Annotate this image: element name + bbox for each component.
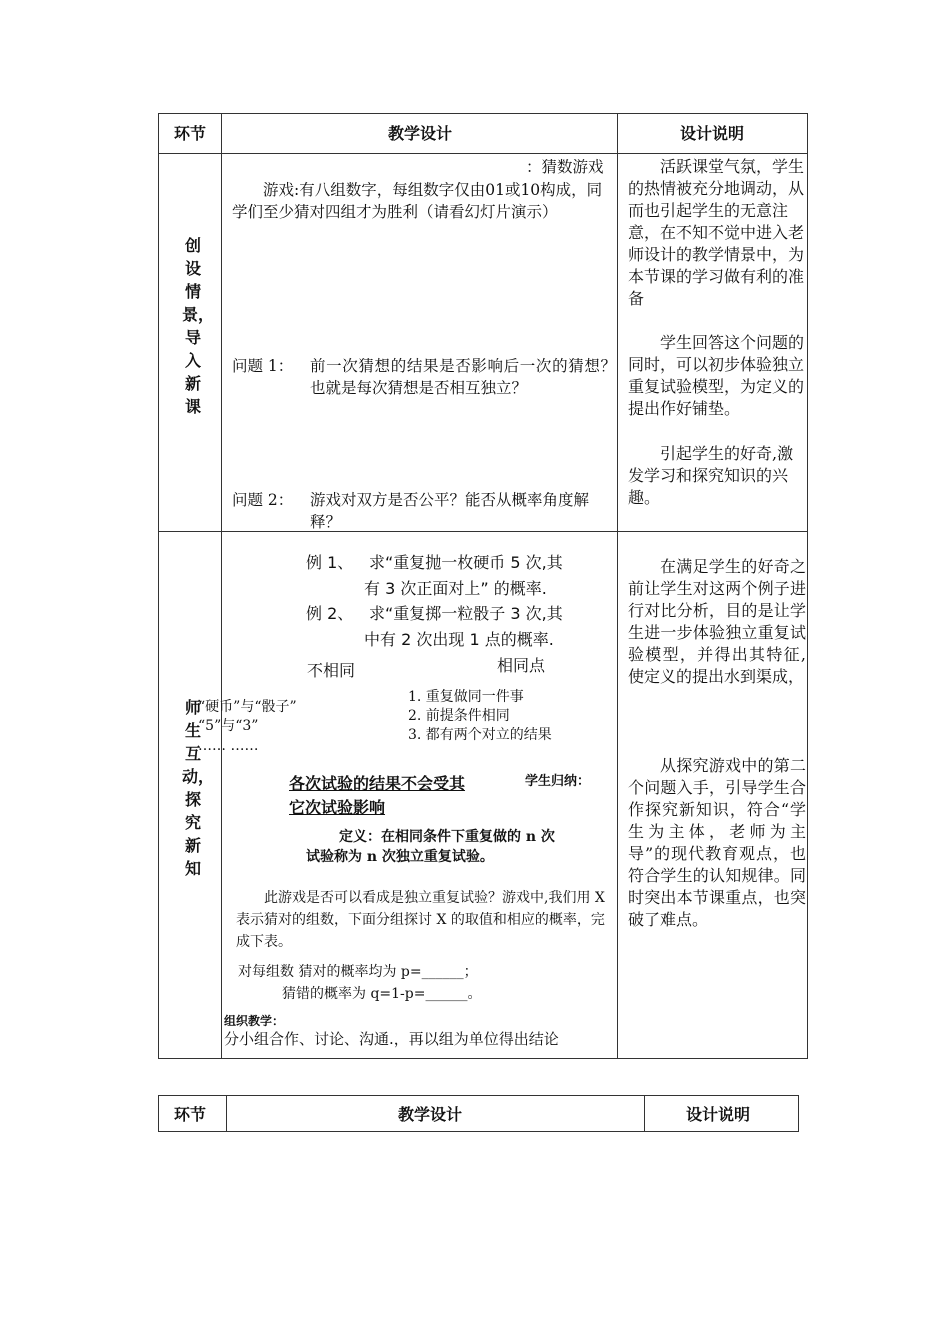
similarity-item-3: 3. 都有两个对立的结果 — [408, 727, 552, 743]
stage-label-intro: 创设情景，导入新课 — [182, 236, 215, 416]
table-1-col-divider-1 — [221, 113, 222, 1059]
example-2-line-2: 中有 2 次出现 1 点的概率. — [364, 630, 554, 649]
table-2-header-notes: 设计说明 — [686, 1105, 751, 1124]
notes-intro-3: 引起学生的好奇,激发学习和探究知识的兴趣。 — [628, 444, 794, 507]
table-2-header-design: 教学设计 — [398, 1105, 463, 1124]
similarity-item-1: 1. 重复做同一件事 — [408, 689, 524, 705]
definition-line-1: 定义：在相同条件下重复做的 n 次 — [339, 829, 555, 845]
example-2-line-1: 求“重复掷一粒骰子 3 次,其 — [369, 604, 563, 623]
probability-p: 对每组数 猜对的概率均为 p=______； — [238, 964, 478, 980]
differences-title: 不相同 — [307, 661, 356, 680]
table-2-header-stage: 环节 — [174, 1105, 207, 1124]
table-2-col-divider-2 — [644, 1095, 645, 1132]
stage-label-explore: 师生互动，探究新知 — [182, 698, 215, 878]
difference-item-3: …… …… — [198, 738, 259, 754]
question-1-text: 前一次猜想的结果是否影响后一次的猜想？也就是每次猜想是否相互独立？ — [310, 357, 616, 397]
game-analysis-paragraph: 此游戏是否可以看成是独立重复试验？游戏中,我们用 X 表示猜对的组数，下面分组探讨 X 的取值和相应的概率，完成下表。 — [236, 890, 605, 950]
table-1-col-divider-2 — [617, 113, 618, 1059]
difference-item-2: “5”与“3” — [198, 718, 259, 734]
example-1-line-1: 求“重复抛一枚硬币 5 次,其 — [369, 553, 563, 572]
table-1-header-divider — [158, 153, 808, 154]
header-notes: 设计说明 — [680, 124, 745, 143]
similarities-title: 相同点 — [497, 656, 546, 675]
question-2-text: 游戏对双方是否公平？能否从概率角度解释？ — [310, 491, 590, 531]
notes-explore-1: 在满足学生的好奇之前让学生对这两个例子进行对比分析，目的是让学生进一步体验独立重复试验模型，并得出其特征,使定义的提出水到渠成， — [628, 557, 806, 686]
question-2-label: 问题 2： — [232, 491, 294, 509]
notes-intro-2: 学生回答这个问题的同时，可以初步体验独立重复试验模型，为定义的提出作好铺垫。 — [628, 333, 805, 418]
example-2-label: 例 2、 — [306, 604, 354, 623]
definition-line-2: 试验称为 n 次独立重复试验。 — [306, 849, 494, 865]
header-design: 教学设计 — [388, 124, 453, 143]
organize-teaching-text: 分小组合作、讨论、沟通.，再以组为单位得出结论 — [224, 1030, 559, 1048]
example-1-label: 例 1、 — [306, 553, 354, 572]
table-2-col-divider-1 — [226, 1095, 227, 1132]
game-description: 游戏:有八组数字，每组数字仅由01或10构成，同学们至少猜对四组才为胜利（请看幻灯片演示） — [232, 181, 603, 221]
header-stage: 环节 — [174, 124, 207, 143]
notes-explore-2: 从探究游戏中的第二个问题入手，引导学生合作探究新知识，符合“学生为主体，老师为主导”的现代教育观点，也符合学生的认知规律。同时突出本节课重点，也突破了难点。 — [628, 756, 806, 929]
question-1-label: 问题 1： — [232, 357, 294, 375]
game-title: ：猜数游戏 — [526, 158, 604, 176]
conclusion-line-1: 各次试验的结果不会受其 — [289, 774, 466, 793]
student-summary-label: 学生归纳： — [525, 774, 591, 789]
organize-teaching-title: 组织教学： — [224, 1014, 285, 1028]
conclusion-line-2: 它次试验影响 — [289, 798, 386, 817]
example-1-line-2: 有 3 次正面对上” 的概率. — [364, 579, 547, 598]
difference-item-1: “硬币”与“骰子” — [198, 699, 297, 715]
probability-q: 猜错的概率为 q=1-p=______。 — [282, 986, 482, 1002]
notes-intro-1: 活跃课堂气氛，学生的热情被充分地调动，从而也引起学生的无意注意，在不知不觉中进入老师设计的教学情景中，为本节课的学习做有利的准备 — [628, 157, 805, 308]
similarity-item-2: 2. 前提条件相同 — [408, 708, 510, 724]
